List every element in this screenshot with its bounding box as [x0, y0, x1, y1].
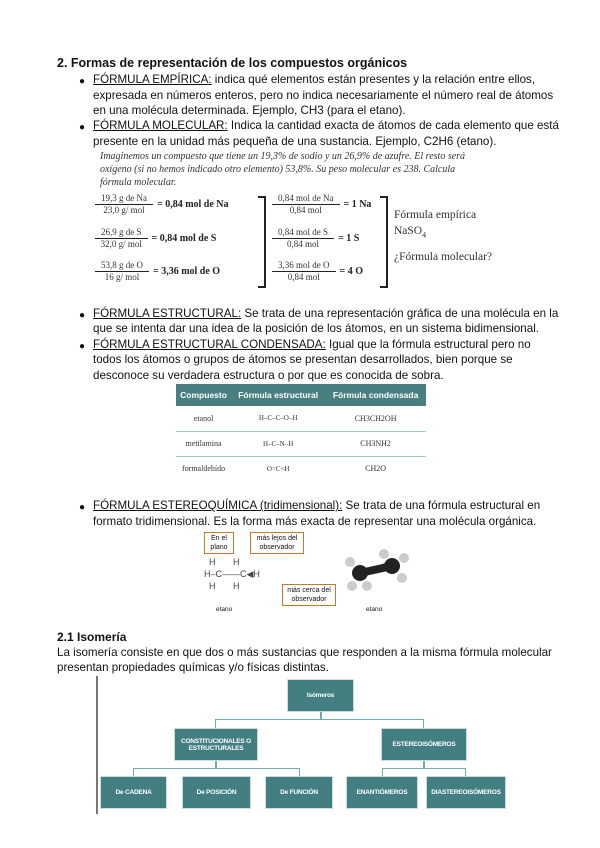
text: indica qué elementos están presentes y la relación entre ellos,	[211, 73, 536, 86]
margin-line	[96, 676, 98, 814]
numerator: 3,36 mol de O	[272, 260, 336, 272]
bullet-icon: ●	[79, 310, 86, 321]
text: Igual que la fórmula estructural pero no	[325, 338, 531, 351]
section-title: 2.1 Isomería	[57, 630, 127, 644]
table-row	[176, 456, 426, 481]
denominator: 0,84 mol	[287, 239, 320, 249]
example-intro	[100, 150, 465, 189]
text: que se intenta dar una idea de la posición de los átomos, en un sistema bidimensional.	[93, 322, 539, 335]
result: = 0,84 mol de Na	[157, 198, 229, 210]
callout: En el plano	[204, 532, 234, 554]
bullet-1	[93, 72, 535, 87]
structural-formula-image: H–C–N–H	[231, 431, 325, 456]
text: formato tridimensional. Es la forma más exacta de representar una molécula orgánica.	[93, 515, 537, 528]
numerator: 26,9 g de S	[95, 227, 148, 239]
compound: formaldehído	[182, 464, 226, 474]
text: Indica la cantidad exacta de átomos de cada elemento que está	[227, 119, 559, 132]
ethane-wedge-diagram: H H H–C——C◀H H H	[204, 557, 260, 591]
bullet-2	[93, 118, 559, 133]
caption: etano	[216, 606, 233, 613]
term: FÓRMULA ESTRUCTURAL CONDENSADA:	[93, 338, 326, 351]
bullet-icon: ●	[79, 341, 86, 352]
table-row	[176, 431, 426, 456]
column-header: Compuesto	[176, 384, 231, 406]
result: = 1 Na	[343, 198, 372, 210]
result: = 0,84 mol de S	[151, 232, 217, 244]
node-diastereoisomeros: DIASTEREOISÓMEROS	[426, 776, 506, 809]
node-de-funcion: De FUNCIÓN	[265, 776, 333, 809]
term: FÓRMULA EMPÍRICA:	[93, 73, 212, 86]
heading: 2. Formas de representación de los compuestos orgánicos	[57, 56, 408, 70]
denominator: 0,84 mol	[289, 205, 322, 215]
node-enantiomeros: ENANTIÓMEROS	[346, 776, 418, 809]
question: ¿Fórmula molecular?	[394, 251, 493, 264]
term: FÓRMULA ESTRUCTURAL:	[93, 307, 242, 320]
text: desconoce su verdadera estructura o por que es conocida de sobra.	[93, 369, 444, 382]
term: FÓRMULA MOLECULAR:	[93, 119, 228, 132]
condensed-formula: CH3CH2OH	[325, 406, 426, 431]
node-isomeros: Isómeros	[287, 679, 354, 712]
denominator: 16 g/ mol	[104, 272, 140, 282]
term: FÓRMULA ESTEREOQUÍMICA (tridimensional):	[93, 499, 343, 512]
text: Imaginemos un compuesto que tiene un 19,3% de sodio y un 26,9% de azufre. El resto será	[100, 151, 466, 162]
bullet-icon: ●	[79, 122, 86, 133]
brace	[258, 196, 266, 288]
numerator: 53,8 g de O	[95, 260, 149, 272]
text: oxígeno (si no hemos indicado otro elemento) 53,8%. Su peso molecular es 238. Calcula	[100, 164, 456, 175]
numerator: 0,84 mol de S	[272, 227, 334, 239]
compound: etanol	[176, 406, 231, 431]
formula-table	[176, 384, 426, 481]
condensed-formula: CH3NH2	[325, 431, 426, 456]
bullet-5	[93, 498, 540, 513]
caption: etano	[366, 606, 383, 613]
node-constitucionales: CONSTITUCIONALES O ESTRUCTURALES	[174, 728, 258, 761]
empirical-result	[394, 207, 492, 265]
text: expresada en números enteros, pero no indica necesariamente el número real de átomos	[93, 89, 554, 102]
result: = 4 O	[339, 265, 363, 277]
label: Fórmula empírica	[394, 209, 477, 221]
subscript: 4	[422, 230, 427, 240]
result: = 1 S	[338, 232, 360, 244]
text: presente en la unidad más pequeña de una sustancia. Ejemplo, C2H6 (etano).	[93, 135, 497, 148]
text: presentan propiedades químicas y/o físicas distintas.	[57, 661, 329, 674]
numerator: 19,3 g de Na	[95, 193, 153, 205]
text: Se trata de una representación gráfica de una molécula en la	[241, 307, 559, 320]
condensed-formula: CH2O	[365, 464, 387, 474]
text: fórmula molecular.	[100, 177, 177, 188]
node-de-cadena: De CADENA	[100, 776, 167, 809]
text: La isomería consiste en que dos o más sustancias que responden a la misma fórmula molecular	[57, 646, 552, 659]
node-estereoisomeros: ESTEREOISÓMEROS	[381, 728, 467, 761]
structural-formula-image: H–C–C–O–H	[231, 406, 325, 431]
bullet-4	[93, 337, 531, 352]
table-row	[176, 406, 426, 431]
text: Se trata de una fórmula estructural en	[342, 499, 541, 512]
formula: NaSO	[394, 225, 423, 237]
brace	[380, 196, 388, 288]
denominator: 32,0 g/ mol	[100, 239, 142, 249]
text: en una molécula determinada. Ejemplo, CH3 (para el etano).	[93, 104, 406, 117]
column-header: Fórmula condensada	[325, 384, 426, 406]
bullet-3	[93, 306, 558, 321]
structural-formula-image: O=C<H	[266, 464, 290, 473]
column-header: Fórmula estructural	[231, 384, 325, 406]
denominator: 23,0 g/ mol	[103, 205, 145, 215]
compound: metilamina	[176, 431, 231, 456]
ethane-ball-model	[342, 548, 412, 593]
bullet-icon: ●	[79, 76, 86, 87]
callout: más lejos del observador	[250, 532, 304, 554]
text: todos los átomos o grupos de átomos se presentan desarrollados, bien porque se	[93, 353, 513, 366]
numerator: 0,84 mol de Na	[272, 193, 340, 205]
bullet-icon: ●	[79, 502, 86, 513]
node-de-posicion: De POSICIÓN	[182, 776, 251, 809]
denominator: 0,84 mol	[287, 272, 320, 282]
callout: más cerca del observador	[282, 584, 336, 606]
result: = 3,36 mol de O	[153, 265, 221, 277]
